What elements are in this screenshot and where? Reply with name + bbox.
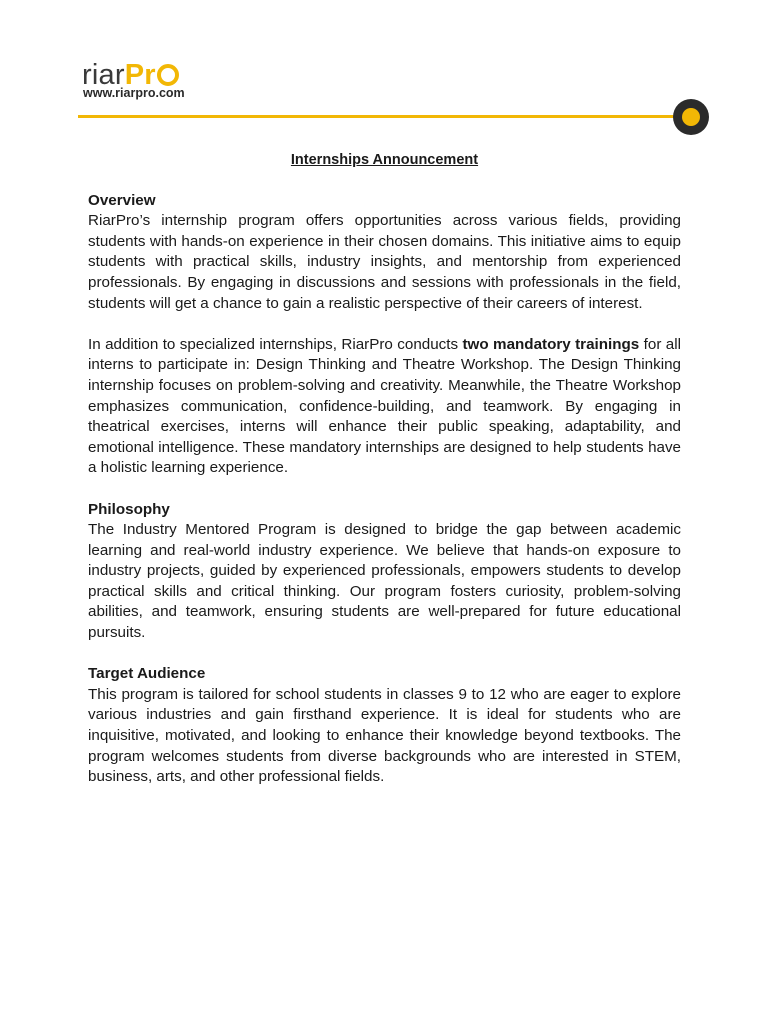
logo-o-ring-icon [157, 64, 179, 86]
philosophy-paragraph: The Industry Mentored Program is designed to bridge the gap between academic learning and real-world industry experience. We believe that hands-on exposure to industry projects, guided by experienced professionals, empowers students to develop practical skills and critical thinking. Our program fosters curiosity, problem-solving abilities, and teamwork, ensuring students are well-prepared for future educational pursuits. [88, 521, 681, 642]
target-audience-paragraph: This program is tailored for school students in classes 9 to 12 who are eager to explore various industries and gain firsthand experience. It is ideal for students who are inquisitive, motivated, and looking to enhance their knowledge beyond textbooks. The program welcomes students from diverse backgrounds who are interested in STEM, business, arts, and other professional fields. [88, 685, 681, 786]
overview-paragraph-2 [88, 335, 681, 479]
overview-paragraph-2-start: In addition to specialized internships, RiarPro conducts [88, 335, 463, 353]
website-url: www.riarpro.com [83, 86, 185, 100]
document-body [88, 150, 681, 808]
overview-paragraph-2-end: for all interns to participate in: Design Thinking and Theatre Workshop. The Design Thinking internship focuses on problem-solving and creativity. Meanwhile, the Theatre Workshop emphasizes communication, confidence-building, and teamwork. By engaging in theatrical exercises, interns will enhance their public speaking, adaptability, and emotional intelligence. These mandatory internships are designed to help students have a holistic learning experience. [88, 335, 681, 477]
logo-text-pro: Pr [124, 59, 156, 91]
document-title: Internships Announcement [290, 152, 479, 168]
mandatory-trainings-emphasis: two mandatory trainings [462, 335, 640, 353]
company-logo [82, 56, 179, 90]
header-divider [78, 115, 678, 118]
target-audience-heading: Target Audience [88, 665, 206, 683]
overview-heading: Overview [88, 191, 156, 209]
philosophy-heading: Philosophy [88, 500, 170, 518]
header-circle-icon [673, 99, 709, 135]
overview-paragraph-1: RiarPro’s internship program offers opportunities across various fields, providing students with hands-on experience in their chosen domains. This initiative aims to equip students with practical skills, industry insights, and mentorship from experienced professionals. By engaging in discussions and sessions with professionals in the field, students will get a chance to gain a realistic perspective of their careers of interest. [88, 212, 681, 312]
header-circle-inner [682, 108, 700, 126]
logo-text-riar: riar [82, 59, 125, 91]
